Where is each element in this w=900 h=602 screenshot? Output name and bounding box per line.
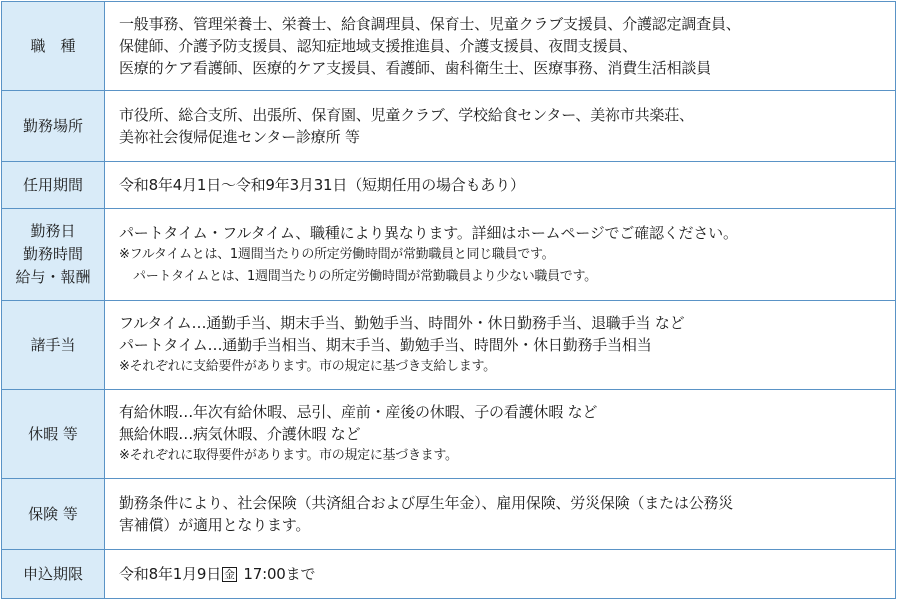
content-note: ※それぞれに支給要件があります。市の規定に基づき支給します。 bbox=[119, 359, 496, 374]
label-text: 任用期間 bbox=[22, 175, 83, 194]
row-leave bbox=[2, 390, 896, 479]
content-job-types bbox=[105, 2, 896, 91]
content-line: 勤務条件により、社会保険（共済組合および厚生年金）、雇用保険、労災保険（または公務災 bbox=[119, 494, 734, 512]
label-text: 職 種 bbox=[30, 36, 76, 55]
label-appointment-period bbox=[2, 162, 105, 209]
label-text: 勤務日 bbox=[30, 222, 76, 240]
deadline-date: 令和8年1月9日 bbox=[119, 565, 222, 583]
label-text: 保険 等 bbox=[28, 504, 78, 523]
content-work-location bbox=[105, 91, 896, 162]
row-work-hours-pay bbox=[2, 209, 896, 301]
content-line: 美祢社会復帰促進センター診療所 等 bbox=[119, 128, 360, 146]
content-line: 市役所、総合支所、出張所、保育園、児童クラブ、学校給食センター、美祢市共楽荘、 bbox=[119, 106, 694, 124]
label-text: 勤務時間 bbox=[22, 245, 83, 263]
content-line: 害補償）が適用となります。 bbox=[119, 516, 311, 534]
weekday-badge: 金 bbox=[224, 568, 235, 581]
content-insurance bbox=[105, 479, 896, 550]
label-text: 休暇 等 bbox=[28, 424, 78, 443]
content-line: 医療的ケア看護師、医療的ケア支援員、看護師、歯科衛生士、医療事務、消費生活相談員 bbox=[119, 59, 712, 77]
row-job-types bbox=[2, 2, 896, 91]
content-note: ※フルタイムとは、1週間当たりの所定労働時間が常勤職員と同じ職員です。 bbox=[119, 246, 555, 262]
label-job-types bbox=[2, 2, 105, 91]
content-note: ※それぞれに取得要件があります。市の規定に基づきます。 bbox=[119, 448, 458, 463]
row-insurance bbox=[2, 479, 896, 550]
row-deadline bbox=[2, 550, 896, 599]
content-line: フルタイム…通勤手当、期末手当、勤勉手当、時間外・休日勤務手当、退職手当 など bbox=[119, 314, 685, 332]
label-text: 申込期限 bbox=[22, 564, 83, 583]
content-line: 有給休暇…年次有給休暇、忌引、産前・産後の休暇、子の看護休暇 など bbox=[119, 403, 598, 421]
content-leave bbox=[105, 390, 896, 479]
content-line: パートタイム…通勤手当相当、期末手当、勤勉手当、時間外・休日勤務手当相当 bbox=[119, 336, 652, 354]
content-appointment-period bbox=[105, 162, 896, 209]
content-allowances bbox=[105, 301, 896, 390]
label-text: 勤務場所 bbox=[22, 116, 83, 135]
label-work-location bbox=[2, 91, 105, 162]
row-allowances bbox=[2, 301, 896, 390]
content-note: パートタイムとは、1週間当たりの所定労働時間が常勤職員より少ない職員です。 bbox=[133, 268, 597, 284]
recruitment-info-table bbox=[1, 1, 896, 599]
row-work-location bbox=[2, 91, 896, 162]
label-leave bbox=[2, 390, 105, 479]
deadline-time: 17:00まで bbox=[238, 565, 316, 583]
label-allowances bbox=[2, 301, 105, 390]
label-deadline bbox=[2, 550, 105, 599]
content-deadline bbox=[105, 550, 896, 599]
label-text: 諸手当 bbox=[30, 335, 76, 354]
content-line: 保健師、介護予防支援員、認知症地域支援推進員、介護支援員、夜間支援員、 bbox=[119, 37, 638, 55]
label-work-hours-pay bbox=[2, 209, 105, 301]
row-appointment-period bbox=[2, 162, 896, 209]
content-work-hours-pay bbox=[105, 209, 896, 301]
content-line: パートタイム・フルタイム、職種により異なります。詳細はホームページでご確認ください。 bbox=[119, 223, 738, 242]
content-line: 無給休暇…病気休暇、介護休暇 など bbox=[119, 425, 361, 443]
label-text: 給与・報酬 bbox=[15, 268, 91, 286]
content-line: 一般事務、管理栄養士、栄養士、給食調理員、保育士、児童クラブ支援員、介護認定調査員、 bbox=[119, 15, 741, 33]
label-insurance bbox=[2, 479, 105, 550]
content-line: 令和8年4月1日～令和9年3月31日（短期任用の場合もあり） bbox=[119, 176, 525, 194]
